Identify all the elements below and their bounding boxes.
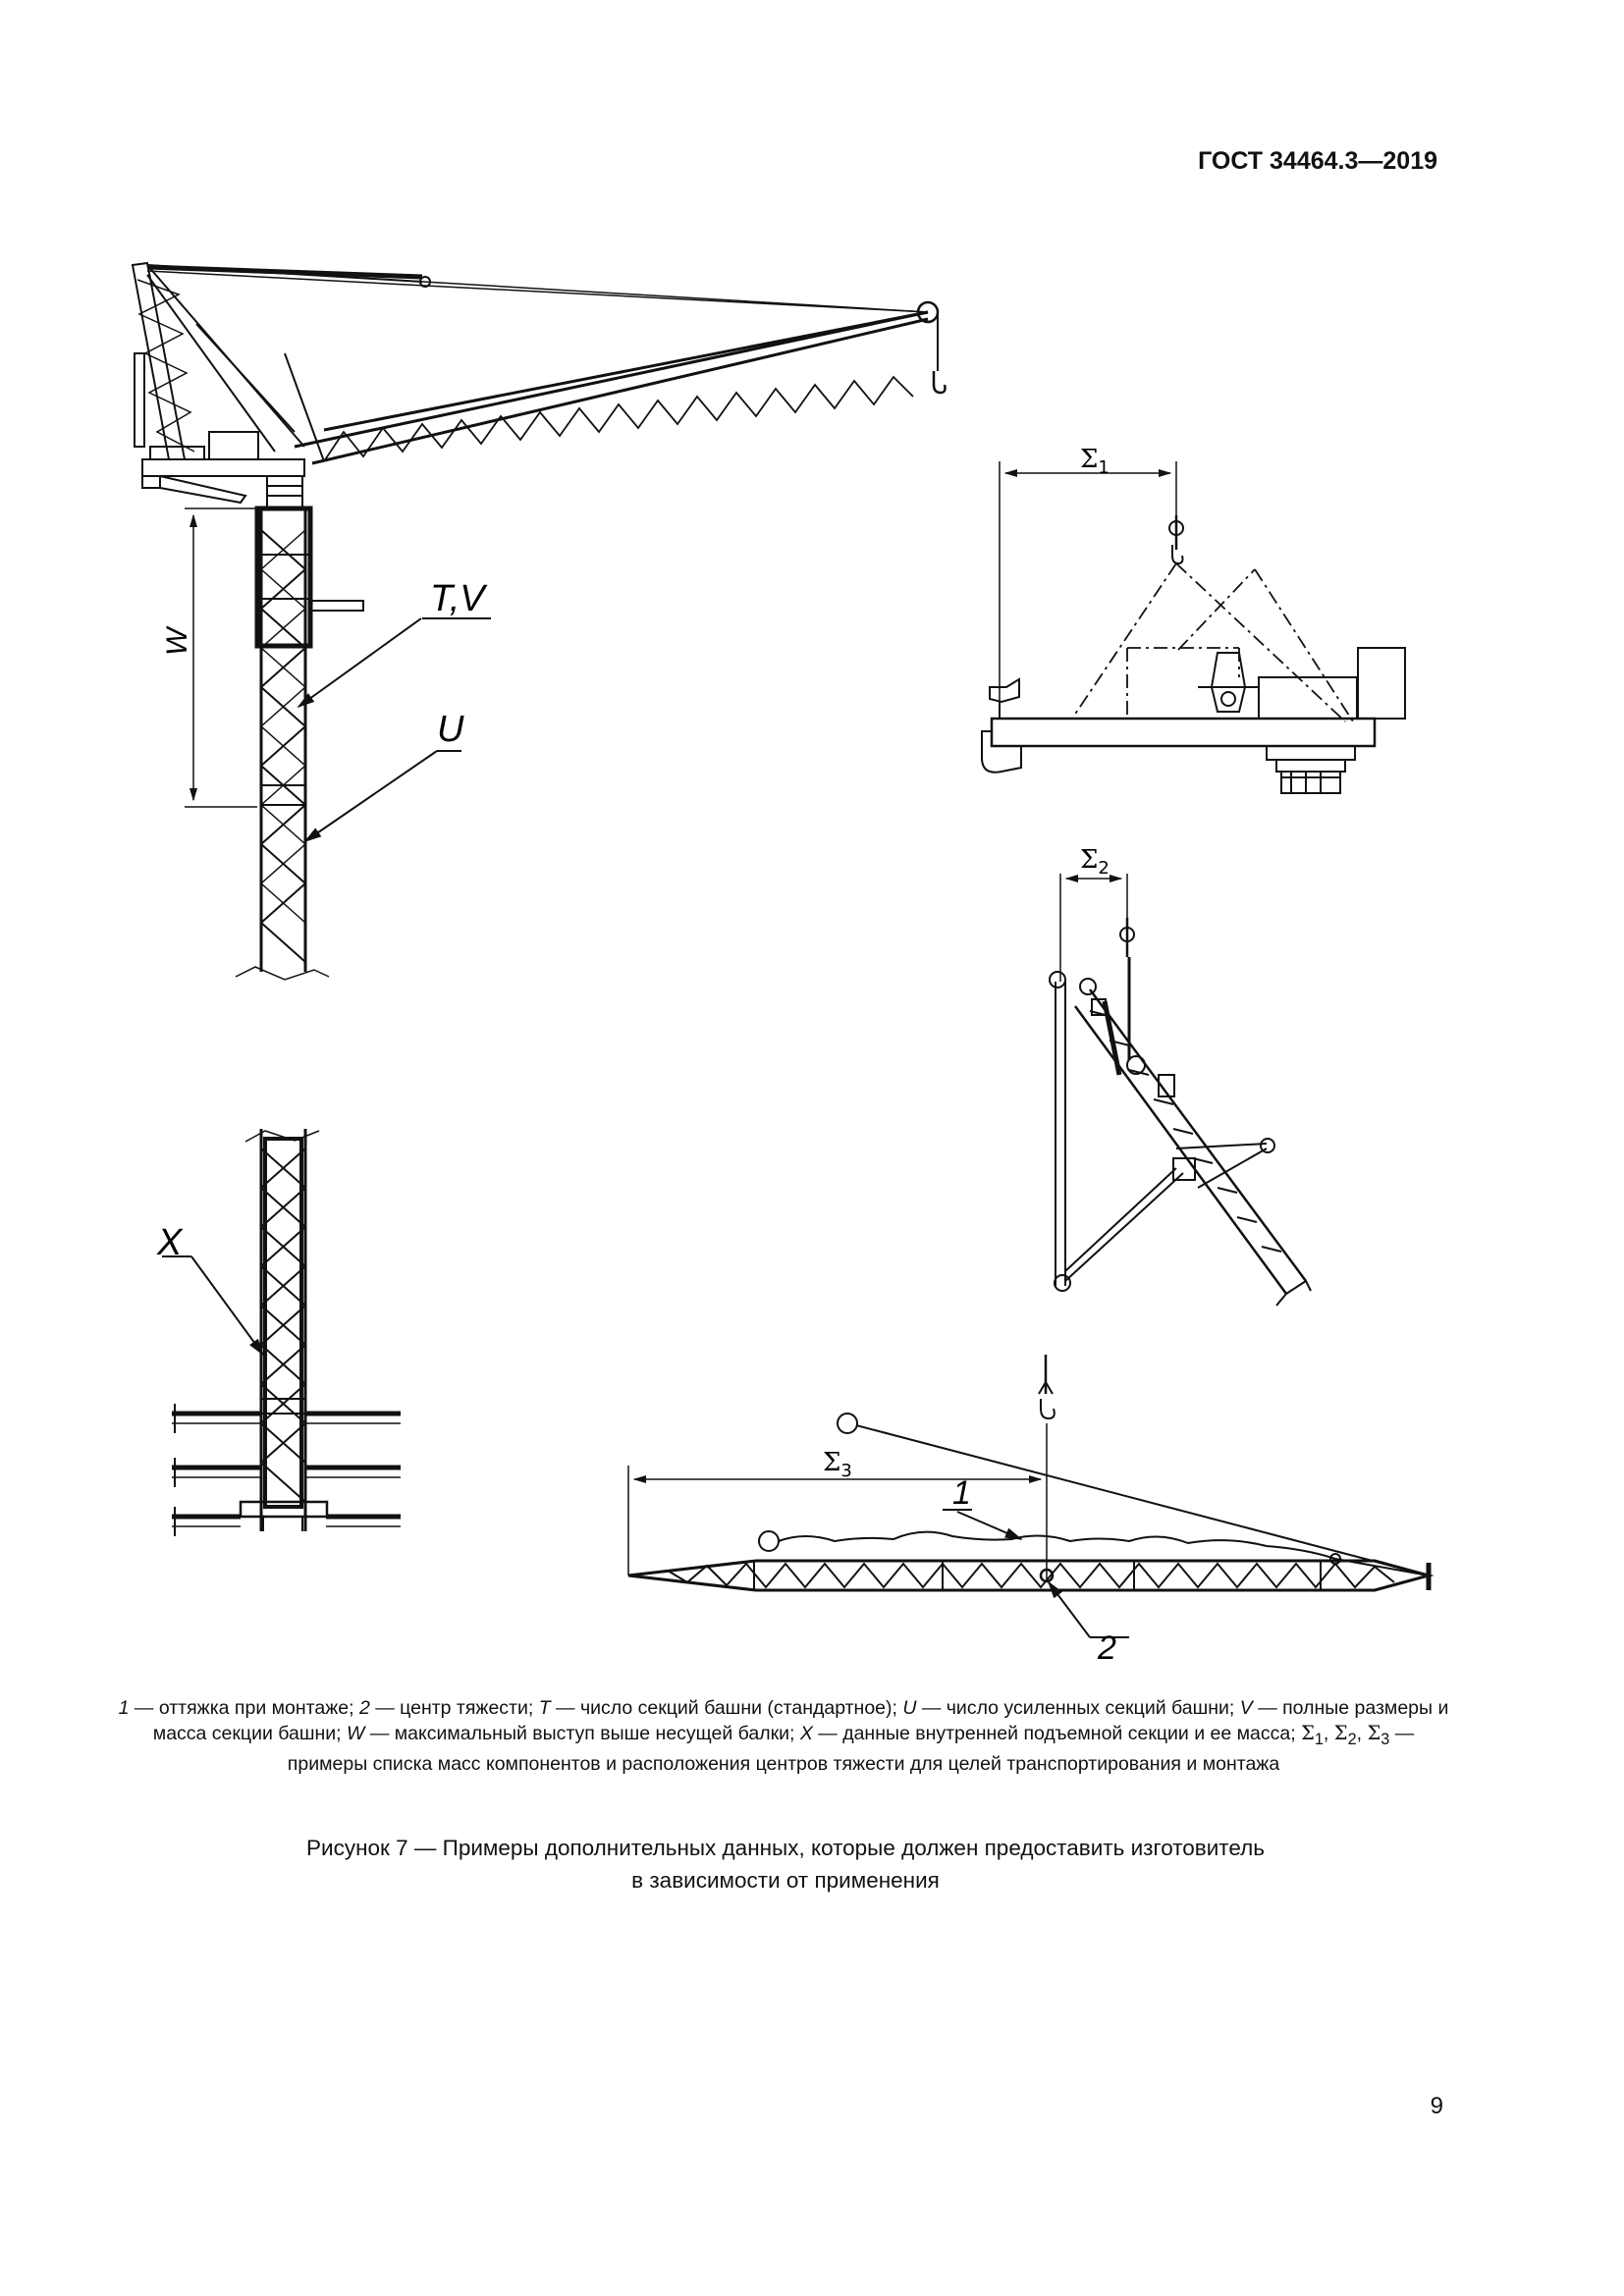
caption-line-1: Рисунок 7 — Примеры дополнительных данных, которые должен предоставить изготовитель — [306, 1836, 1265, 1860]
figure-legend: 1 — оттяжка при монтаже; 2 — центр тяжести; T — число секций башни (стандартное); U — число усиленных секций башни; V — полные размеры и масса секции башни; W — максимальный выступ выше несущей балки; X — данные внутренней подъемной секции и ее масса; $\Sigma_1$, $\Sigma_2$, $\Sigma_3$ — примеры списка масс компонентов и расположения центров тяжести для целей транспортирования и монтажа — [118, 1697, 1449, 1775]
label-sigma2: $\Sigma_2$ — [1080, 845, 1110, 879]
standard-code: ГОСТ 34464.3—2019 — [1198, 147, 1437, 175]
label-2: 2 — [1098, 1629, 1116, 1667]
label-1: 1 — [952, 1474, 971, 1512]
caption-line-2: в зависимости от применения — [631, 1868, 940, 1893]
label-sigma1: $\Sigma_1$ — [1080, 445, 1110, 478]
label-u: U — [437, 709, 464, 750]
climbing-section-drawing — [162, 1129, 401, 1536]
page-number: 9 — [1430, 2093, 1443, 2119]
tower-crane-drawing — [133, 263, 946, 980]
slewing-part-drawing — [982, 461, 1405, 793]
label-w: W — [161, 627, 193, 656]
label-tv: T,V — [430, 578, 485, 619]
figure-caption — [177, 1832, 1394, 1896]
mast-part-drawing — [1050, 874, 1311, 1306]
jib-drawing — [628, 1355, 1429, 1637]
label-x: X — [157, 1222, 183, 1263]
label-sigma3: $\Sigma_3$ — [823, 1448, 852, 1481]
